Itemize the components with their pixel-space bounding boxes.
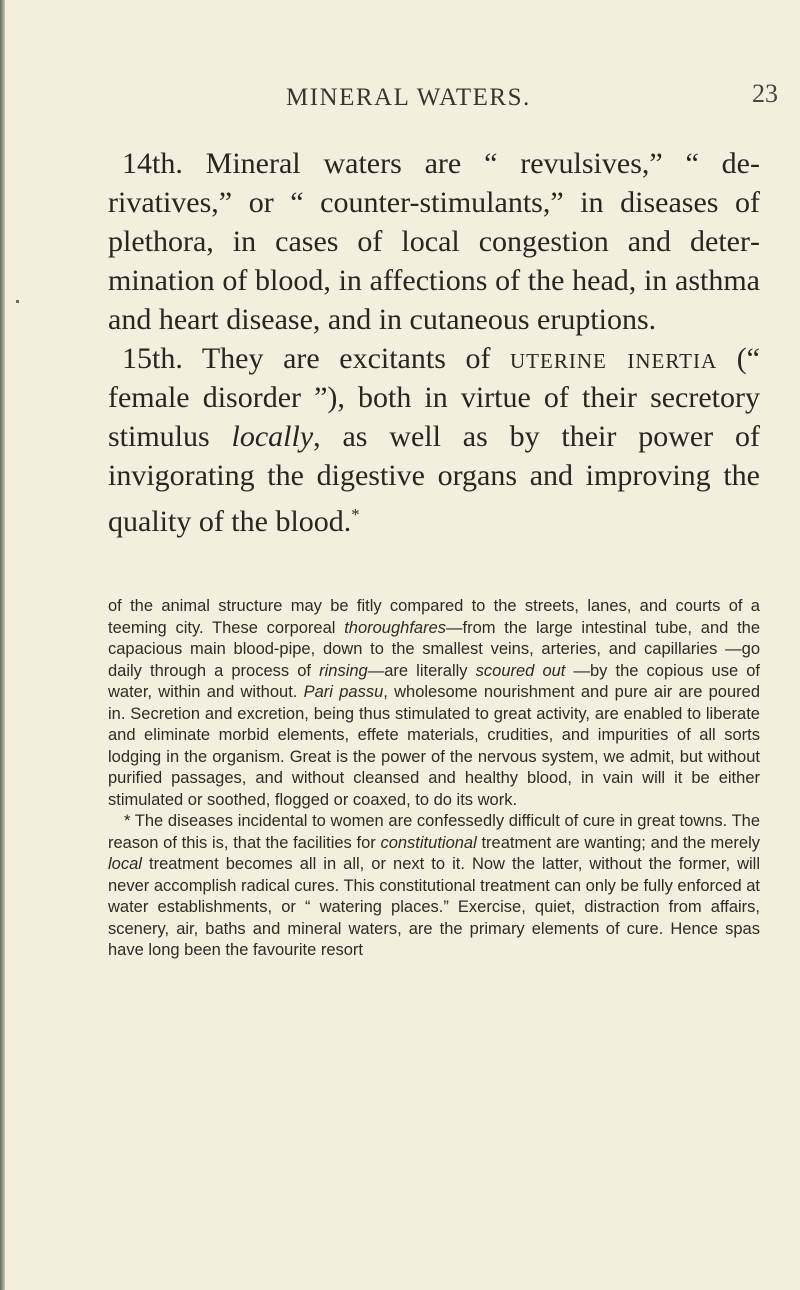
footnote-continuation: of the animal structure may be fitly compared to the streets, lanes, and courts of a teeming city. These corporeal thoroughfares—from the large intestinal tube, and the capacious main blood-pipe, down to the smallest veins, arteries, and capillaries —go daily through a process of rinsing—are literally scoured out —by the copious use of water, within and without. Pari passu, wholesome nourishment and pure air are poured in. Secretion and excretion, being thus stimulated to great activity, are enabled to liberate and eliminate morbid elements, effete materials, crudities, and impurities of all sorts lodging in the organism. Great is the power of the nervous system, we admit, but without purified passages, and without cleansed and healthy blood, in vain will it be either stimulated or soothed, flogged or coaxed, to do its work. [108, 597, 761, 809]
page-number: 23 [752, 79, 778, 108]
paragraph-15th: 15th. They are excitants of uterine inertia (“ female disorder ”), both in virtue of their secretory stimulus locally, as well as by their power of invigorating the digestive organs and improving the quality of the blood.* [108, 342, 760, 538]
paragraph-14th: 14th. Mineral waters are “ revulsives,” “ derivatives,” or “ counter-stimulants,” in diseases of plethora, in cases of local congestion and determination of blood, in affections of the head, in asthma and heart disease, and in cutaneous eruptions. [108, 147, 760, 336]
emphasis-locally: locally [231, 420, 314, 453]
page-edge-shadow [0, 0, 5, 1290]
footnotes [108, 596, 760, 962]
page-speck [16, 300, 19, 303]
running-head: MINERAL WATERS. [286, 84, 531, 111]
footnote-marker: * [351, 505, 360, 524]
main-text [108, 144, 760, 541]
footnote-star: * The diseases incidental to women are confessedly difficult of cure in great towns. The reason of this is, that the facilities for constitutional treatment are wanting; and the merely local treatment becomes all in all, or next to it. Now the latter, without the former, will never accomplish radical cures. This constitutional treatment can only be fully enforced at water establishments, or “ watering places.” Exercise, quiet, distraction from affairs, scenery, air, baths and mineral waters, are the primary elements of cure. Hence spas have long been the favourite resort [108, 812, 760, 959]
uterine-inertia-term: uterine inertia [510, 342, 718, 375]
